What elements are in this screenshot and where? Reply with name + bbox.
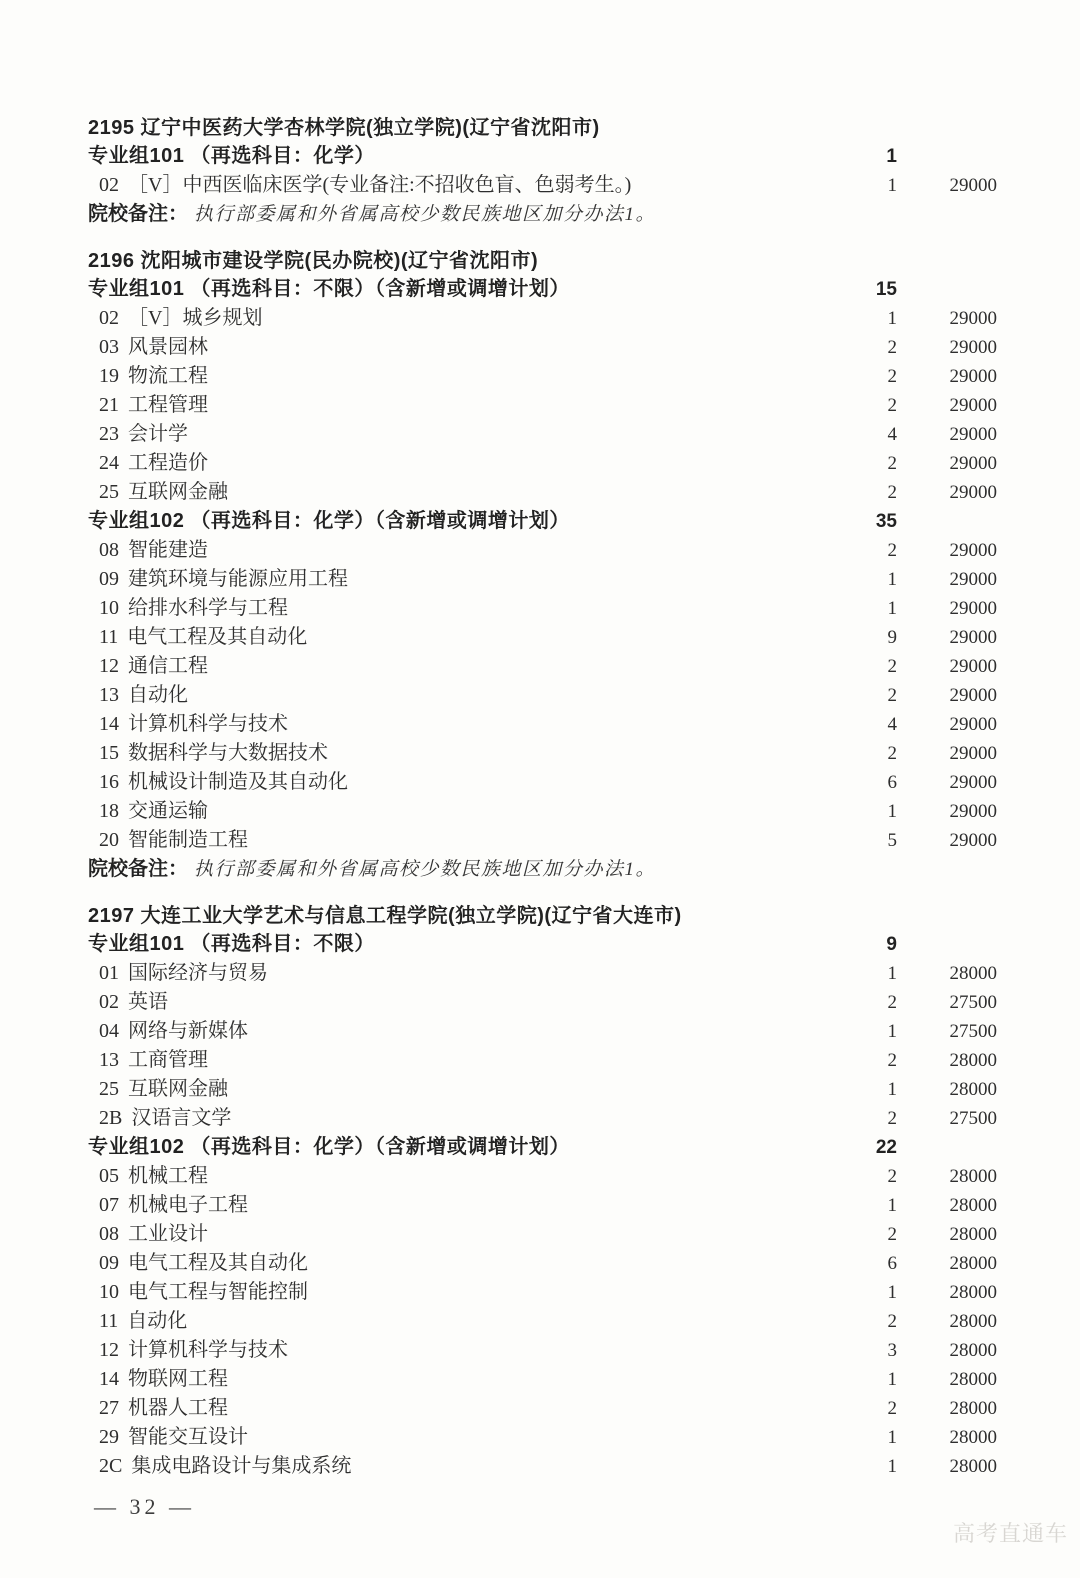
major-title: 机械设计制造及其自动化 [128,771,348,793]
major-title: ［V］城乡规划 [128,307,263,329]
major-fee: 27500 [949,992,997,1013]
major-title: 智能交互设计 [128,1426,248,1448]
major-code: 20 [99,829,119,851]
major-title: 智能建造 [128,539,208,561]
major-row [88,1278,997,1307]
major-fee: 28000 [949,1050,997,1071]
major-name [88,681,837,709]
major-name [88,1452,837,1480]
major-code: 12 [99,1339,119,1361]
major-fee: 28000 [949,1282,997,1303]
major-title: 数据科学与大数据技术 [128,742,328,764]
major-row [88,1452,997,1481]
major-row [88,797,997,826]
major-count: 2 [887,656,897,677]
major-code: 08 [99,539,119,561]
major-name [88,1220,837,1248]
major-name [88,1423,837,1451]
major-code: 13 [99,1049,119,1071]
major-fee: 28000 [949,1195,997,1216]
major-row [88,1162,997,1191]
major-count: 1 [887,1456,897,1477]
major-code: 07 [99,1194,119,1216]
major-fee: 27500 [949,1021,997,1042]
major-code: 08 [99,1223,119,1245]
major-code: 25 [99,481,119,503]
major-code: 25 [99,1078,119,1100]
major-name [88,739,837,767]
major-fee: 28000 [949,1253,997,1274]
major-count: 6 [887,1253,897,1274]
major-count: 2 [887,395,897,416]
major-row [88,681,997,710]
major-group [88,507,997,855]
major-title: 会计学 [128,423,188,445]
majors-container [88,304,997,507]
major-name [88,304,837,332]
major-title: 智能制造工程 [128,829,248,851]
major-name [88,988,837,1016]
major-row [88,1104,997,1133]
major-row [88,420,997,449]
major-fee: 29000 [949,569,997,590]
group-header: 专业组102 （再选科目：化学）（含新增或调增计划） [88,510,570,532]
major-code: 2B [99,1107,123,1129]
major-title: 工程管理 [128,394,208,416]
major-name [88,652,837,680]
major-fee: 29000 [949,743,997,764]
major-count: 1 [887,1079,897,1100]
major-count: 2 [887,1224,897,1245]
major-fee: 29000 [949,540,997,561]
major-row [88,171,997,200]
major-count: 2 [887,337,897,358]
major-name [88,449,837,477]
major-name [88,1191,837,1219]
major-code: 10 [99,1281,119,1303]
school-section [88,902,997,1481]
major-name [88,1046,837,1074]
major-code: 11 [99,626,119,648]
major-name [88,1104,837,1132]
major-count: 2 [887,540,897,561]
major-name [88,1249,837,1277]
major-count: 9 [887,627,897,648]
major-code: 14 [99,1368,119,1390]
major-count: 1 [887,569,897,590]
major-row [88,1220,997,1249]
major-title: ［V］中西医临床医学(专业备注:不招收色盲、色弱考生。) [128,174,632,196]
major-count: 6 [887,772,897,793]
major-row [88,959,997,988]
major-name [88,1017,837,1045]
major-title: 国际经济与贸易 [128,962,268,984]
major-fee: 29000 [949,395,997,416]
major-group [88,1133,997,1481]
school-title: 2197 大连工业大学艺术与信息工程学院(独立学院)(辽宁省大连市) [88,905,682,927]
major-code: 23 [99,423,119,445]
watermark: 高考直通车 [952,1521,1068,1546]
sections-container [88,114,997,1481]
major-title: 计算机科学与技术 [128,1339,288,1361]
major-title: 英语 [128,991,168,1013]
major-row [88,333,997,362]
major-fee: 28000 [949,1340,997,1361]
major-code: 02 [99,174,119,196]
majors-container [88,171,997,200]
major-name [88,959,837,987]
major-count: 3 [887,1340,897,1361]
major-count: 1 [887,175,897,196]
major-count: 1 [887,598,897,619]
major-row [88,1191,997,1220]
major-name [88,391,837,419]
major-row [88,1336,997,1365]
major-row [88,1249,997,1278]
major-fee: 28000 [949,963,997,984]
major-code: 01 [99,962,119,984]
major-row [88,565,997,594]
major-count: 2 [887,453,897,474]
major-code: 09 [99,1252,119,1274]
major-code: 16 [99,771,119,793]
group-quota: 9 [886,934,897,955]
major-name [88,1365,837,1393]
school-remark [88,855,997,884]
major-fee: 29000 [949,453,997,474]
major-count: 2 [887,1311,897,1332]
major-count: 1 [887,1369,897,1390]
major-code: 15 [99,742,119,764]
major-count: 1 [887,963,897,984]
major-row [88,304,997,333]
major-title: 建筑环境与能源应用工程 [128,568,348,590]
major-row [88,594,997,623]
major-title: 工业设计 [128,1223,208,1245]
group-quota: 15 [875,279,897,300]
major-row [88,710,997,739]
major-row [88,988,997,1017]
major-count: 2 [887,1108,897,1129]
major-title: 风景园林 [128,336,208,358]
major-fee: 29000 [949,598,997,619]
major-code: 12 [99,655,119,677]
major-code: 13 [99,684,119,706]
major-name [88,594,837,622]
major-code: 10 [99,597,119,619]
majors-container [88,1162,997,1481]
major-title: 电气工程与智能控制 [128,1281,308,1303]
major-fee: 29000 [949,714,997,735]
major-fee: 29000 [949,424,997,445]
major-name [88,1162,837,1190]
major-fee: 29000 [949,482,997,503]
major-row [88,449,997,478]
school-section [88,247,997,884]
major-code: 18 [99,800,119,822]
major-fee: 28000 [949,1079,997,1100]
major-count: 1 [887,1021,897,1042]
school-remark-text: 执行部委属和外省属高校少数民族地区加分办法1。 [194,204,657,225]
school-remark-label: 院校备注： [88,203,188,225]
group-header: 专业组101 （再选科目：不限） [88,933,375,955]
page-number: — 32 — [94,1494,195,1519]
major-name [88,1394,837,1422]
major-code: 2C [99,1455,123,1477]
major-code: 02 [99,307,119,329]
major-count: 1 [887,801,897,822]
major-title: 电气工程及其自动化 [128,1252,308,1274]
major-row [88,1423,997,1452]
major-title: 机械电子工程 [128,1194,248,1216]
major-title: 机械工程 [128,1165,208,1187]
major-fee: 28000 [949,1311,997,1332]
major-row [88,536,997,565]
school-remark [88,200,997,229]
major-name [88,420,837,448]
major-row [88,1017,997,1046]
major-title: 机器人工程 [128,1397,228,1419]
major-count: 5 [887,830,897,851]
school-remark-text: 执行部委属和外省属高校少数民族地区加分办法1。 [194,859,657,880]
major-title: 自动化 [127,1310,188,1332]
group-quota: 35 [875,511,897,532]
major-count: 2 [887,1050,897,1071]
major-fee: 27500 [949,1108,997,1129]
major-count: 2 [887,1166,897,1187]
major-code: 19 [99,365,119,387]
major-count: 4 [887,714,897,735]
major-fee: 28000 [949,1166,997,1187]
major-name [88,623,837,651]
majors-container [88,536,997,855]
major-name [88,171,837,199]
major-row [88,623,997,652]
major-count: 2 [887,366,897,387]
group-header-row [88,1133,997,1162]
major-fee: 29000 [949,656,997,677]
major-code: 02 [99,991,119,1013]
major-name [88,1336,837,1364]
major-title: 互联网金融 [128,1078,228,1100]
major-title: 工商管理 [128,1049,208,1071]
major-row [88,768,997,797]
major-name [88,768,837,796]
major-fee: 29000 [949,685,997,706]
major-title: 物联网工程 [128,1368,228,1390]
major-row [88,1365,997,1394]
group-header-row [88,930,997,959]
major-count: 1 [887,308,897,329]
major-title: 通信工程 [128,655,208,677]
group-header: 专业组101 （再选科目：不限）（含新增或调增计划） [88,278,570,300]
major-title: 电气工程及其自动化 [127,626,308,648]
major-code: 14 [99,713,119,735]
groups-container [88,142,997,200]
major-fee: 28000 [949,1456,997,1477]
major-fee: 29000 [949,366,997,387]
major-fee: 29000 [949,627,997,648]
group-header: 专业组101 （再选科目：化学） [88,145,375,167]
major-count: 1 [887,1282,897,1303]
major-title: 汉语言文学 [131,1107,232,1129]
major-row [88,1046,997,1075]
major-count: 2 [887,1398,897,1419]
major-name [88,362,837,390]
major-title: 网络与新媒体 [128,1020,248,1042]
major-fee: 28000 [949,1224,997,1245]
major-fee: 28000 [949,1427,997,1448]
major-fee: 29000 [949,175,997,196]
major-name [88,1075,837,1103]
major-fee: 29000 [949,830,997,851]
major-name [88,333,837,361]
group-header-row [88,507,997,536]
major-code: 04 [99,1020,119,1042]
group-header-row [88,142,997,171]
major-count: 2 [887,992,897,1013]
major-row [88,826,997,855]
major-name [88,1307,837,1335]
major-count: 2 [887,685,897,706]
major-fee: 28000 [949,1398,997,1419]
major-fee: 29000 [949,772,997,793]
major-count: 4 [887,424,897,445]
school-title: 2196 沈阳城市建设学院(民办院校)(辽宁省沈阳市) [88,250,539,272]
major-name [88,565,837,593]
major-fee: 28000 [949,1369,997,1390]
group-header-row [88,275,997,304]
major-group [88,930,997,1133]
major-name [88,478,837,506]
major-row [88,652,997,681]
school-section [88,114,997,229]
major-code: 11 [99,1310,119,1332]
group-header: 专业组102 （再选科目：化学）（含新增或调增计划） [88,1136,570,1158]
group-quota: 1 [886,146,897,167]
major-title: 交通运输 [128,800,208,822]
major-title: 物流工程 [128,365,208,387]
major-name [88,797,837,825]
major-row [88,362,997,391]
major-row [88,1075,997,1104]
school-title: 2195 辽宁中医药大学杏林学院(独立学院)(辽宁省沈阳市) [88,117,600,139]
major-count: 2 [887,482,897,503]
major-title: 自动化 [128,684,188,706]
school-remark-label: 院校备注： [88,858,188,880]
group-quota: 22 [875,1137,897,1158]
major-title: 给排水科学与工程 [128,597,288,619]
major-row [88,478,997,507]
major-count: 1 [887,1195,897,1216]
major-name [88,710,837,738]
major-code: 03 [99,336,119,358]
major-row [88,1307,997,1336]
major-name [88,536,837,564]
major-code: 24 [99,452,119,474]
major-name [88,826,837,854]
major-title: 集成电路设计与集成系统 [131,1455,352,1477]
major-count: 1 [887,1427,897,1448]
major-name [88,1278,837,1306]
major-title: 工程造价 [128,452,208,474]
major-fee: 29000 [949,801,997,822]
major-code: 21 [99,394,119,416]
major-row [88,739,997,768]
groups-container [88,275,997,855]
major-title: 互联网金融 [128,481,228,503]
major-row [88,1394,997,1423]
groups-container [88,930,997,1481]
major-group [88,275,997,507]
majors-container [88,959,997,1133]
major-fee: 29000 [949,337,997,358]
major-title: 计算机科学与技术 [128,713,288,735]
major-code: 09 [99,568,119,590]
major-row [88,391,997,420]
major-code: 05 [99,1165,119,1187]
major-group [88,142,997,200]
major-code: 29 [99,1426,119,1448]
major-fee: 29000 [949,308,997,329]
major-code: 27 [99,1397,119,1419]
major-count: 2 [887,743,897,764]
